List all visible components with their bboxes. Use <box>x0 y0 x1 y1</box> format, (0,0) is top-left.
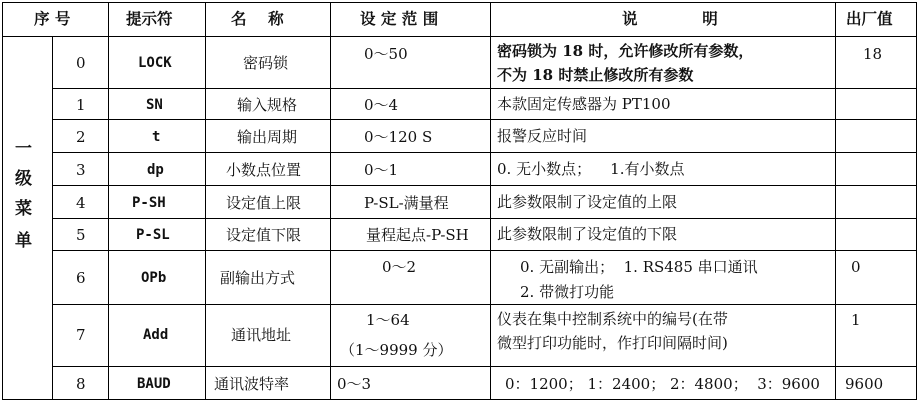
row-no: 3 <box>76 161 86 179</box>
row-no: 0 <box>76 54 86 72</box>
row-range-line: （1～9999 分） <box>340 341 453 359</box>
rule <box>52 36 53 400</box>
rule <box>52 119 917 120</box>
row-desc-line: 0：1200； 1：2400； 2：4800； 3：9600 <box>505 375 820 393</box>
row-range: 量程起点-P-SH <box>366 226 469 244</box>
row-desc-line: 报警反应时间 <box>497 127 588 145</box>
header-name: 名 称 <box>231 9 284 28</box>
row-desc-line: 不为 18 时禁止修改所有参数 <box>497 66 694 84</box>
rule <box>490 2 491 400</box>
row-no: 1 <box>76 96 86 114</box>
rule <box>330 2 331 400</box>
row-range: 0～3 <box>337 375 372 393</box>
group-label-char: 级 <box>15 169 32 189</box>
row-prompt: P-SH <box>132 195 166 211</box>
row-no: 8 <box>76 375 86 393</box>
rule <box>2 36 917 37</box>
header-range: 设 定 范 围 <box>360 9 439 28</box>
row-name: 通讯地址 <box>231 326 292 344</box>
row-prompt: SN <box>146 97 163 113</box>
row-desc-line: 此参数限制了设定值的上限 <box>497 193 678 211</box>
row-desc-line: 密码锁为 18 时，允许修改所有参数， <box>497 42 754 60</box>
row-range: 0～50 <box>364 45 408 63</box>
row-no: 6 <box>76 269 86 287</box>
row-name: 副输出方式 <box>220 269 296 287</box>
row-prompt: dp <box>147 162 164 178</box>
row-desc-line: 仪表在集中控制系统中的编号(在带 <box>497 310 728 328</box>
row-desc-line: 微型打印功能时，作打印间隔时间) <box>497 334 728 352</box>
row-no: 2 <box>76 128 86 146</box>
row-no: 4 <box>76 194 86 212</box>
row-default: 18 <box>863 45 883 63</box>
rule <box>52 366 917 367</box>
rule <box>205 2 206 400</box>
row-name: 设定值上限 <box>226 194 302 212</box>
group-label-char: 单 <box>15 231 32 251</box>
rule <box>2 399 917 400</box>
row-default: 0 <box>851 258 861 276</box>
row-desc-line: 0. 无小数点； 1.有小数点 <box>497 160 685 178</box>
row-prompt: BAUD <box>137 376 171 392</box>
rule <box>2 2 3 400</box>
row-range: 0～120 S <box>364 128 433 146</box>
rule <box>52 152 917 153</box>
row-name: 小数点位置 <box>226 161 302 179</box>
rule <box>916 2 917 400</box>
row-default: 1 <box>851 311 861 329</box>
rule <box>52 88 917 89</box>
header-no: 序 号 <box>34 9 71 28</box>
rule <box>2 2 917 3</box>
row-prompt: Add <box>143 327 169 343</box>
row-range: 0～2 <box>382 258 417 276</box>
row-range: 0～4 <box>364 96 399 114</box>
row-desc-line: 本款固定传感器为 PT100 <box>497 95 671 113</box>
header-prompt: 提示符 <box>126 9 173 28</box>
row-desc-line: 0. 无副输出； 1. RS485 串口通讯 <box>520 258 758 276</box>
row-prompt: OPb <box>141 270 167 286</box>
row-name: 输出周期 <box>237 128 298 146</box>
row-name: 输入规格 <box>237 96 298 114</box>
rule <box>52 218 917 219</box>
group-label-char: 菜 <box>15 199 32 219</box>
group-label-char: 一 <box>15 139 32 159</box>
header-default: 出厂值 <box>846 9 893 28</box>
rule <box>52 304 917 305</box>
rule <box>52 185 917 186</box>
row-desc-line: 此参数限制了设定值的下限 <box>497 225 678 243</box>
row-default: 9600 <box>845 375 884 393</box>
rule <box>835 2 836 400</box>
row-range: P-SL-满量程 <box>364 194 449 212</box>
row-name: 设定值下限 <box>226 226 302 244</box>
row-name: 密码锁 <box>243 54 289 72</box>
row-range: 0～1 <box>364 161 399 179</box>
row-prompt: P-SL <box>136 227 170 243</box>
rule <box>52 250 917 251</box>
row-range-line: 1～64 <box>366 311 410 329</box>
row-no: 5 <box>76 226 86 244</box>
row-prompt: t <box>152 129 161 145</box>
rule <box>108 2 109 400</box>
row-desc-line: 2. 带微打功能 <box>520 283 615 301</box>
row-no: 7 <box>76 326 86 344</box>
row-name: 通讯波特率 <box>214 375 290 393</box>
header-desc: 说 明 <box>622 9 718 28</box>
row-prompt: LOCK <box>138 55 172 71</box>
